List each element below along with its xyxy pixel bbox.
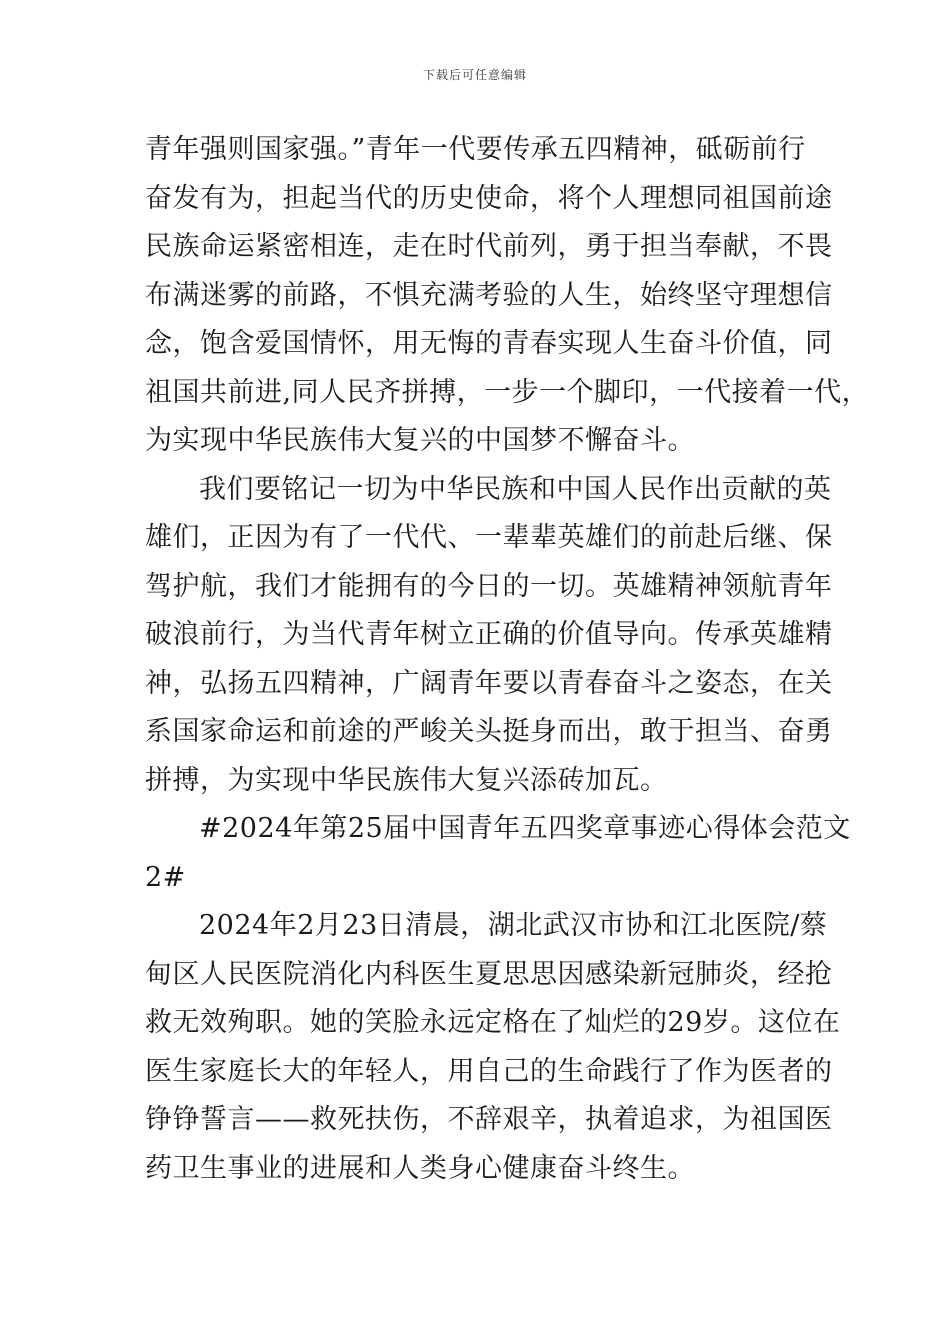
text-line: 布满迷雾的前路，不惧充满考验的人生，始终坚守理想信	[145, 279, 833, 311]
text-line: 系国家命运和前途的严峻关头挺身而出，敢于担当、奋勇	[145, 716, 833, 747]
section-heading	[145, 805, 851, 902]
text-line: 拼搏，为实现中华民族伟大复兴添砖加瓦。	[145, 764, 668, 796]
document-body	[145, 126, 870, 1193]
text-line: 铮铮誓言——救死扶伤，不辞艰辛，执着追求，为祖国医	[145, 1104, 833, 1135]
text-line: 雄们，正因为有了一代代、一辈辈英雄们的前赴后继、保	[145, 522, 833, 553]
text-line: 为实现中华民族伟大复兴的中国梦不懈奋斗。	[145, 425, 695, 456]
text-line: 药卫生事业的进展和人类身心健康奋斗终生。	[145, 1152, 695, 1184]
text-line: 2#	[145, 861, 186, 893]
text-line: 救无效殉职。她的笑脸永远定格在了灿烂的29岁。这位在	[145, 1007, 841, 1038]
text-line: 祖国共前进,同人民齐拼搏，一步一个脚印，一代接着一代，	[145, 376, 870, 408]
page-header: 下载后可任意编辑	[422, 68, 527, 82]
paragraph	[145, 466, 833, 806]
paragraph	[145, 902, 841, 1193]
text-line: 奋发有为，担起当代的历史使命，将个人理想同祖国前途	[145, 182, 833, 214]
text-line: 甸区人民医院消化内科医生夏思思因感染新冠肺炎，经抢	[145, 958, 833, 990]
text-line: 民族命运紧密相连，走在时代前列，勇于担当奉献，不畏	[145, 231, 833, 262]
text-line: 驾护航，我们才能拥有的今日的一切。英雄精神领航青年	[145, 570, 833, 602]
text-line: 2024年2月23日清晨，湖北武汉市协和江北医院/蔡	[199, 910, 828, 941]
text-line: 破浪前行，为当代青年树立正确的价值导向。传承英雄精	[145, 619, 833, 650]
text-line: 我们要铭记一切为中华民族和中国人民作出贡献的英	[199, 473, 832, 505]
text-line: 医生家庭长大的年轻人，用自己的生命践行了作为医者的	[145, 1055, 833, 1087]
text-line: 青年强则国家强。”青年一代要传承五四精神，砥砺前行	[145, 134, 806, 165]
text-line: 念，饱含爱国情怀，用无悔的青春实现人生奋斗价值，同	[145, 328, 833, 359]
text-line: #2024年第25届中国青年五四奖章事迹心得体会范文	[199, 813, 851, 844]
text-line: 神，弘扬五四精神，广阔青年要以青春奋斗之姿态，在关	[145, 667, 833, 699]
paragraph	[145, 126, 870, 466]
